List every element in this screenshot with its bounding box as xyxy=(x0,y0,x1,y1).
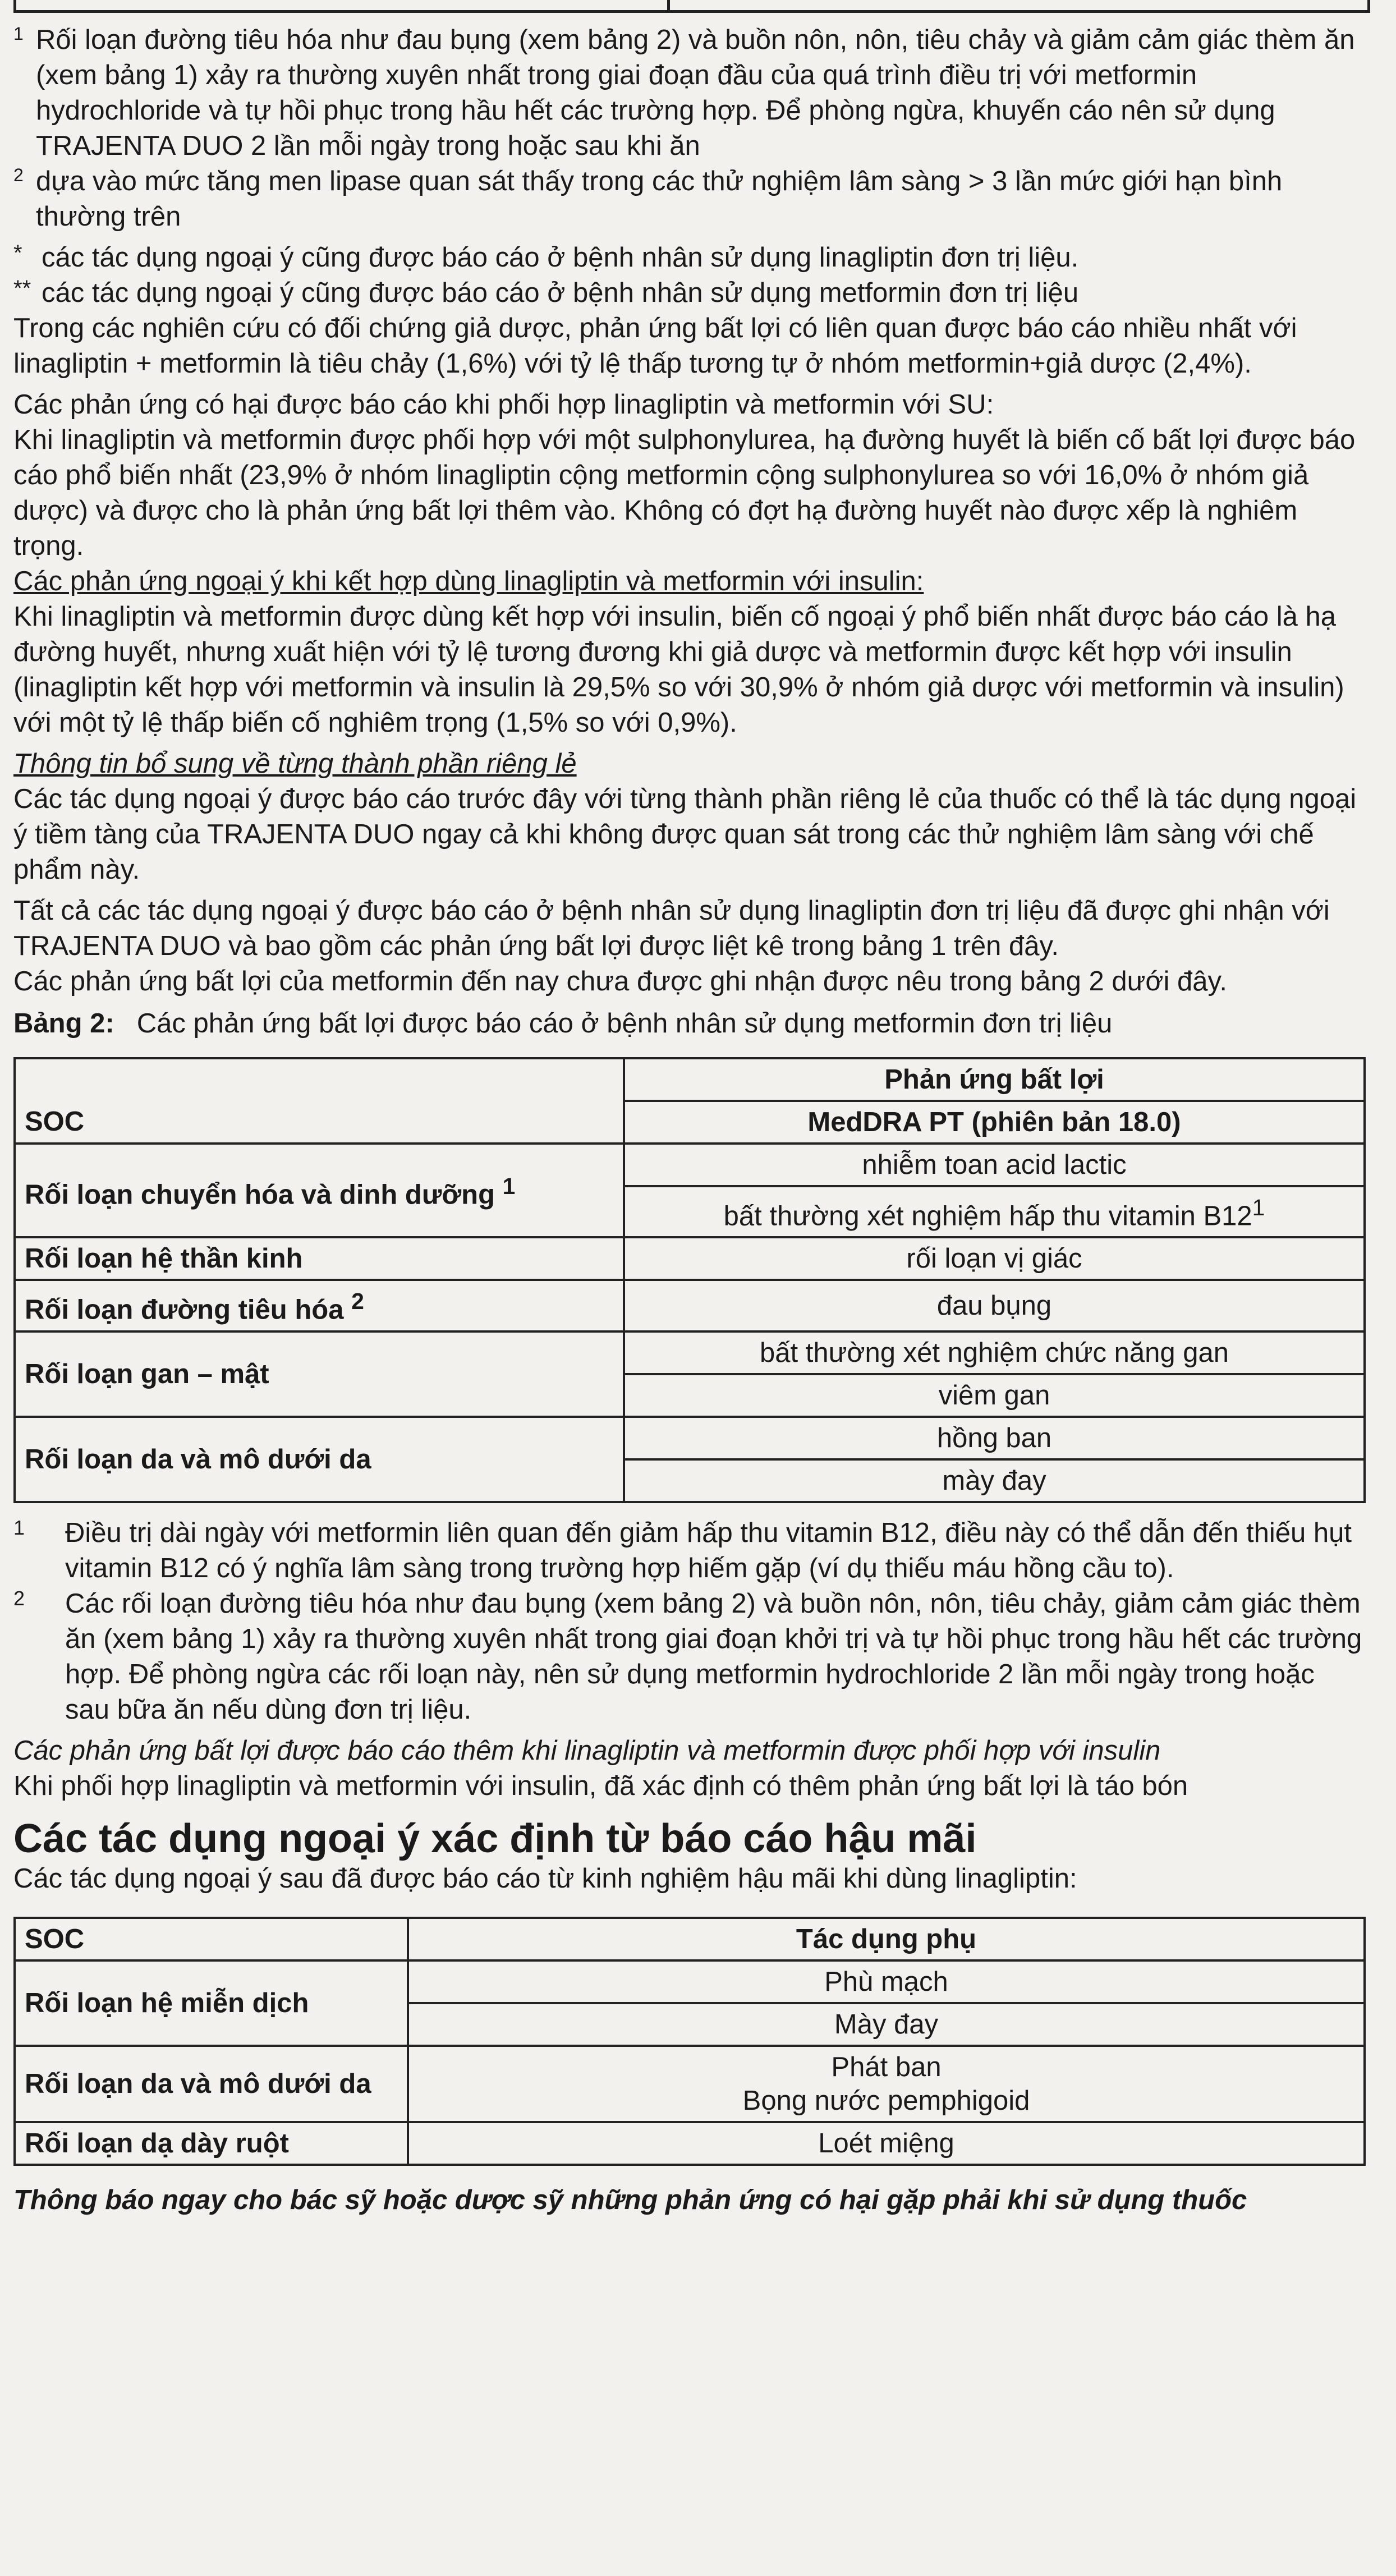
header-side-effect: Tác dụng phụ xyxy=(408,1918,1365,1960)
ar-cell: đau bụng xyxy=(624,1280,1365,1331)
table-row xyxy=(15,2122,1365,2165)
double-star-marker: ** xyxy=(13,276,31,301)
note-single-star xyxy=(13,240,1366,275)
ar-cell: nhiễm toan acid lactic xyxy=(624,1144,1365,1186)
previous-table-bottom-edge xyxy=(13,0,1370,13)
ar-cell: bất thường xét nghiệm chức năng gan xyxy=(624,1331,1365,1374)
footnote-marker: 1 xyxy=(13,1516,25,1539)
header-soc: SOC xyxy=(15,1101,624,1144)
header-adverse-reaction: Phản ứng bất lợi xyxy=(624,1058,1365,1101)
table2-caption-text: Các phản ứng bất lợi được báo cáo ở bệnh nhân sử dụng metformin đơn trị liệu xyxy=(136,1008,1113,1039)
table-row xyxy=(15,1237,1365,1280)
header-meddra: MedDRA PT (phiên bản 18.0) xyxy=(624,1101,1365,1144)
footnote-2-paragraph xyxy=(13,164,1366,235)
ar-cell xyxy=(624,1186,1365,1237)
soc-label: Rối loạn đường tiêu hóa xyxy=(25,1294,344,1325)
table2-caption xyxy=(13,1006,1366,1041)
table2-caption-label: Bảng 2: xyxy=(13,1008,114,1039)
su-heading: Các phản ứng có hại được báo cáo khi phối hợp linagliptin và metformin với SU: xyxy=(13,389,994,420)
table-row xyxy=(15,1144,1365,1186)
table-divider xyxy=(667,0,670,10)
se-cell: Mày đay xyxy=(408,2003,1365,2046)
soc-cell: Rối loạn dạ dày ruột xyxy=(15,2122,408,2165)
footnote-marker: 2 xyxy=(13,1586,25,1610)
ar-cell: hồng ban xyxy=(624,1417,1365,1459)
se-cell: Phù mạch xyxy=(408,1960,1365,2003)
placebo-paragraph: Trong các nghiên cứu có đối chứng giả dược, phản ứng bất lợi có liên quan được báo cáo nhiều nhất với linagliptin + metformin là tiêu chảy (1,6%) với tỷ lệ thấp tương tự ở nhóm metformin+giả dược (2,4%). xyxy=(13,313,1297,379)
su-paragraph: Khi linagliptin và metformin được phối hợp với một sulphonylurea, hạ đường huyết là biến cố bất lợi được báo cáo phổ biến nhất (23,9% ở nhóm linagliptin cộng metformin cộng sulphonylurea so với 16,0% ở nhóm giả dược) và được cho là phản ứng bất lợi thêm vào. Không có đợt hạ đường huyết nào được xếp là nghiêm trọng. xyxy=(13,425,1356,561)
footnote-text: Các rối loạn đường tiêu hóa như đau bụng (xem bảng 2) và buồn nôn, nôn, tiêu chảy, giảm cảm giác thèm ăn (xem bảng 1) xảy ra thường xuyên nhất trong giai đoạn khởi trị và tự hồi phục trong hầu hết các trường hợp. Để phòng ngừa các rối loạn này, nên sử dụng metformin hydrochloride 2 lần mỗi ngày trong hoặc sau bữa ăn nếu dùng đơn trị liệu. xyxy=(65,1588,1362,1725)
note-text: các tác dụng ngoại ý cũng được báo cáo ở bệnh nhân sử dụng metformin đơn trị liệu xyxy=(42,278,1079,308)
table-2-metformin-adverse-reactions xyxy=(13,1057,1366,1503)
footnote-text: Điều trị dài ngày với metformin liên quan đến giảm hấp thu vitamin B12, điều này có thể dẫn đến thiếu hụt vitamin B12 có ý nghĩa lâm sàng trong trường hợp hiếm gặp (ví dụ thiếu máu hồng cầu to). xyxy=(65,1517,1352,1583)
postmarketing-heading: Các tác dụng ngoại ý xác định từ báo cáo hậu mãi xyxy=(13,1816,977,1861)
se-cell xyxy=(408,2046,1365,2122)
table-header-row xyxy=(15,1918,1365,1960)
extra-info-heading: Thông tin bổ sung về từng thành phần riêng lẻ xyxy=(13,749,577,779)
table-header-row xyxy=(15,1058,1365,1101)
table-row xyxy=(15,1417,1365,1459)
insulin-extra-heading: Các phản ứng bất lợi được báo cáo thêm khi linagliptin và metformin được phối hợp với insulin xyxy=(13,1735,1161,1766)
soc-cell: Rối loạn hệ miễn dịch xyxy=(15,1960,408,2046)
footnote-marker: 1 xyxy=(13,24,24,44)
footnote-1-paragraph xyxy=(13,22,1366,164)
ar-cell: mày đay xyxy=(624,1459,1365,1502)
insulin-paragraph: Khi linagliptin và metformin được dùng kết hợp với insulin, biến cố ngoại ý phổ biến nhất được báo cáo là hạ đường huyết, nhưng xuất hiện với tỷ lệ tương đương khi giả dược và metformin được kết hợp với insulin (linagliptin kết hợp với metformin và insulin là 29,5% so với 30,9% ở nhóm giả dược với metformin và insulin) với một tỷ lệ thấp biến cố nghiêm trọng (1,5% so với 0,9%). xyxy=(13,601,1344,738)
footnote-ref: 2 xyxy=(351,1288,364,1315)
ar-label: bất thường xét nghiệm hấp thu vitamin B12 xyxy=(723,1201,1252,1232)
closing-notice: Thông báo ngay cho bác sỹ hoặc dược sỹ những phản ứng có hại gặp phải khi sử dụng thuốc xyxy=(13,2184,1247,2215)
table-row xyxy=(15,1280,1365,1331)
extra-info-paragraph-2: Tất cả các tác dụng ngoại ý được báo cáo ở bệnh nhân sử dụng linagliptin đơn trị liệu đã được ghi nhận với TRAJENTA DUO và bao gồm các phản ứng bất lợi được liệt kê trong bảng 1 trên đây. xyxy=(13,896,1330,961)
footnote-ref: 1 xyxy=(502,1173,516,1199)
insulin-heading: Các phản ứng ngoại ý khi kết hợp dùng linagliptin và metformin với insulin: xyxy=(13,566,924,596)
soc-cell: Rối loạn da và mô dưới da xyxy=(15,2046,408,2122)
header-soc: SOC xyxy=(15,1918,408,1960)
se-item: Bọng nước pemphigoid xyxy=(742,2085,1030,2116)
document-body xyxy=(13,22,1366,2218)
note-text: các tác dụng ngoại ý cũng được báo cáo ở bệnh nhân sử dụng linagliptin đơn trị liệu. xyxy=(42,242,1079,273)
footnote-marker: 2 xyxy=(13,165,24,185)
ar-cell: viêm gan xyxy=(624,1374,1365,1417)
postmarketing-paragraph: Các tác dụng ngoại ý sau đã được báo cáo từ kinh nghiệm hậu mãi khi dùng linagliptin: xyxy=(13,1863,1077,1894)
ar-cell: rối loạn vị giác xyxy=(624,1237,1365,1280)
se-item: Phát ban xyxy=(831,2051,942,2082)
table2-footnote-2 xyxy=(13,1586,1366,1728)
soc-cell xyxy=(15,1144,624,1237)
soc-label: Rối loạn chuyển hóa và dinh dưỡng xyxy=(25,1179,495,1210)
extra-info-paragraph-3: Các phản ứng bất lợi của metformin đến nay chưa được ghi nhận được nêu trong bảng 2 dưới đây. xyxy=(13,966,1228,997)
table-header-row xyxy=(15,1101,1365,1144)
footnote-text: Rối loạn đường tiêu hóa như đau bụng (xem bảng 2) và buồn nôn, nôn, tiêu chảy và giảm cảm giác thèm ăn (xem bảng 1) xảy ra thường xuyên nhất trong giai đoạn đầu của quá trình điều trị với metformin hydrochloride và tự hồi phục trong hầu hết các trường hợp. Để phòng ngừa, khuyến cáo nên sử dụng TRAJENTA DUO 2 lần mỗi ngày trong hoặc sau khi ăn xyxy=(36,25,1355,161)
table-postmarketing-side-effects xyxy=(13,1917,1366,2166)
table-row xyxy=(15,2046,1365,2122)
table-row xyxy=(15,1960,1365,2003)
footnote-ref: 1 xyxy=(1252,1195,1265,1220)
extra-info-paragraph-1: Các tác dụng ngoại ý được báo cáo trước đây với từng thành phần riêng lẻ của thuốc có thể là tác dụng ngoại ý tiềm tàng của TRAJENTA DUO ngay cả khi không được quan sát trong các thử nghiệm lâm sàng với chế phẩm này. xyxy=(13,784,1357,885)
star-marker: * xyxy=(13,241,22,265)
table2-footnote-1 xyxy=(13,1516,1366,1586)
soc-cell: Rối loạn hệ thần kinh xyxy=(15,1237,624,1280)
note-double-star xyxy=(13,275,1366,311)
leaflet-page xyxy=(13,0,1383,2576)
insulin-extra-paragraph: Khi phối hợp linagliptin và metformin với insulin, đã xác định có thêm phản ứng bất lợi là táo bón xyxy=(13,1770,1188,1801)
footnote-text: dựa vào mức tăng men lipase quan sát thấy trong các thử nghiệm lâm sàng > 3 lần mức giới hạn bình thường trên xyxy=(36,166,1283,232)
soc-cell xyxy=(15,1280,624,1331)
table-row xyxy=(15,1331,1365,1374)
soc-cell: Rối loạn da và mô dưới da xyxy=(15,1417,624,1502)
se-cell: Loét miệng xyxy=(408,2122,1365,2165)
soc-cell: Rối loạn gan – mật xyxy=(15,1331,624,1417)
